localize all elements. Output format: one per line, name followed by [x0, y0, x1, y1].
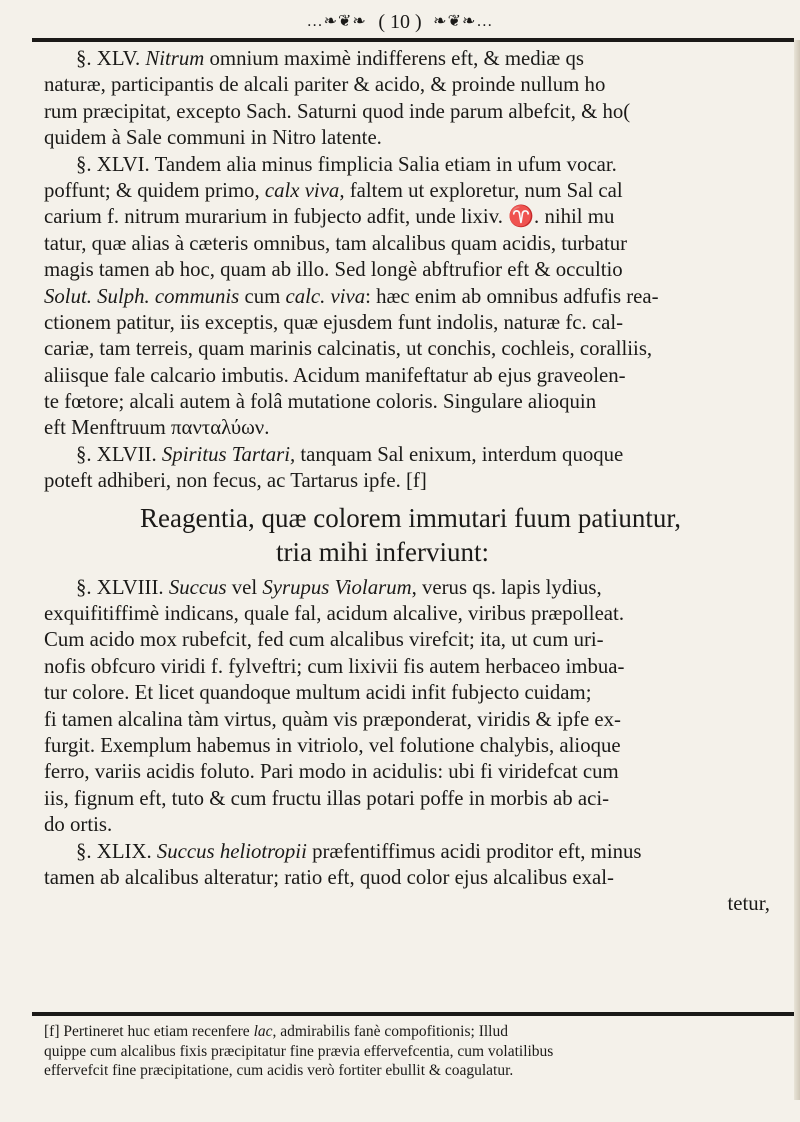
footnote-line — [44, 1042, 794, 1062]
text-run: aliisque fale calcario imbutis. Acidum manifeftatur ab ejus graveolen- — [44, 363, 626, 387]
italic-text: calc. viva — [285, 284, 366, 308]
text-run: carium f. nitrum murarium in fubjecto adfit, unde lixiv. ♈. nihil mu — [44, 205, 615, 229]
text-line — [44, 759, 794, 785]
text-line — [44, 257, 794, 283]
text-line — [44, 415, 794, 441]
text-run: rum præcipitat, excepto Sach. Saturni quod inde parum albefcit, & ho( — [44, 99, 631, 123]
text-line — [44, 627, 794, 653]
text-run: tatur, quæ alias à cæteris omnibus, tam alcalibus quam acidis, turbatur — [44, 231, 628, 255]
text-line — [44, 733, 794, 759]
italic-text: Spiritus Tartari, — [161, 442, 296, 466]
text-run: , verus qs. lapis lydius, — [411, 575, 602, 599]
footnote-run: [f] Pertineret huc etiam recenfere — [44, 1023, 254, 1040]
text-line — [44, 46, 794, 72]
text-line — [44, 72, 794, 98]
section-heading-line-2: tria mihi inferviunt: — [276, 536, 489, 567]
text-run: §. XLVII. — [76, 442, 162, 466]
ornament-right: ❧❦❧… — [433, 12, 494, 30]
footnote-line — [44, 1061, 794, 1081]
paragraphs-block-2 — [44, 575, 794, 892]
text-run: ferro, variis acidis foluto. Pari modo in acidulis: ubi fi viridefcat cum — [44, 760, 619, 784]
text-run: tamen ab alcalibus alteratur; ratio eft, quod color ejus alcalibus exal- — [44, 865, 614, 889]
text-run: poteft adhiberi, non fecus, ac Tartarus ipfe. [f] — [44, 469, 427, 493]
text-line — [44, 786, 794, 812]
text-line — [44, 99, 794, 125]
main-text — [44, 46, 794, 918]
text-run: ctionem patitur, iis exceptis, quæ ejusdem funt indolis, naturæ fc. cal- — [44, 310, 624, 334]
ornament-left: …❧❦❧ — [306, 12, 367, 30]
footnote-run: effervefcit fine præcipitatione, cum acidis verò fortiter ebullit & coagulatur. — [44, 1062, 514, 1079]
text-run: tur colore. Et licet quandoque multum acidi infit fubjecto cuidam; — [44, 681, 592, 705]
footnote — [44, 1022, 794, 1081]
page-number: ( 10 ) — [378, 10, 422, 33]
text-line — [44, 231, 794, 257]
text-run: §. XLVI. Tandem alia minus fimplicia Salia etiam in ufum vocar. — [76, 152, 617, 176]
footnote-run: , admirabilis fanè compofitionis; Illud — [272, 1023, 508, 1040]
text-line — [44, 152, 794, 178]
text-line — [44, 812, 794, 838]
text-run: eft Menftruum πανταλύων. — [44, 416, 270, 440]
text-line — [44, 865, 794, 891]
footnote-run: lac — [253, 1023, 273, 1040]
page-edge-shadow — [794, 40, 800, 1100]
text-run: poffunt; & quidem primo, — [44, 178, 265, 202]
text-run: magis tamen ab hoc, quam ab illo. Sed longè abftrufior eft & occultio — [44, 258, 623, 282]
text-run: præfentiffimus acidi proditor eft, minus — [306, 839, 642, 863]
text-run: nofis obfcuro viridi f. fylveftri; cum lixivii fis autem herbaceo imbua- — [44, 654, 625, 678]
text-run: cariæ, tam terreis, quam marinis calcinatis, ut conchis, cochleis, coralliis, — [44, 337, 653, 361]
text-line — [44, 601, 794, 627]
text-run: furgit. Exemplum habemus in vitriolo, vel folutione chalybis, alioque — [44, 733, 621, 757]
text-line — [44, 310, 794, 336]
italic-text: Syrupus Violarum — [262, 575, 412, 599]
text-line — [44, 125, 794, 151]
text-line — [44, 389, 794, 415]
text-line — [44, 707, 794, 733]
text-run: Cum acido mox rubefcit, fed cum alcalibus virefcit; ita, ut cum uri- — [44, 628, 604, 652]
catchword: tetur, — [727, 892, 770, 916]
text-run: te fœtore; alcali autem à folâ mutatione coloris. Singulare alioquin — [44, 390, 597, 414]
text-run: : hæc enim ab omnibus adfufis rea- — [365, 284, 659, 308]
text-run: fi tamen alcalina tàm virtus, quàm vis præponderat, viridis & ipfe ex- — [44, 707, 621, 731]
text-line — [44, 442, 794, 468]
text-run: §. XLIX. — [76, 839, 157, 863]
text-run: omnium maximè indifferens eft, & mediæ qs — [204, 47, 584, 70]
text-run: vel — [226, 575, 263, 599]
italic-text: Nitrum — [145, 47, 205, 70]
text-line — [44, 363, 794, 389]
text-line — [44, 178, 794, 204]
header-rule — [32, 38, 794, 42]
footnote-run: quippe cum alcalibus fixis præcipitatur fine prævia effervefcentia, cum volatilibus — [44, 1042, 554, 1060]
text-line — [44, 654, 794, 680]
section-heading-line-1: Reagentia, quæ colorem immutari fuum patiuntur, — [140, 502, 682, 533]
footnote-rule — [32, 1012, 794, 1016]
text-line — [44, 336, 794, 362]
text-line — [44, 204, 794, 230]
text-run: quidem à Sale communi in Nitro latente. — [44, 126, 382, 150]
text-run: exquifitiffimè indicans, quale fal, acidum alcalive, viribus præpolleat. — [44, 602, 625, 626]
text-run: tanquam Sal enixum, interdum quoque — [295, 442, 624, 466]
text-run: §. XLVIII. — [76, 575, 169, 599]
text-run: §. XLV. — [76, 47, 146, 70]
paragraphs-block-1 — [44, 46, 794, 495]
page-header — [0, 8, 800, 32]
text-run: do ortis. — [44, 813, 113, 837]
text-run: iis, fignum eft, tuto & cum fructu illas potari poffe in morbis ab aci- — [44, 786, 610, 810]
text-line — [44, 680, 794, 706]
text-line — [44, 468, 794, 494]
text-run: faltem ut exploretur, num Sal cal — [344, 178, 623, 202]
text-line — [44, 284, 794, 310]
italic-text: Succus heliotropii — [156, 839, 307, 863]
text-line — [44, 839, 794, 865]
footnote-line — [44, 1022, 794, 1042]
text-run: cum — [239, 284, 286, 308]
italic-text: calx viva, — [264, 178, 345, 202]
italic-text: Succus — [168, 575, 227, 599]
text-run: naturæ, participantis de alcali pariter & acido, & proinde nullum ho — [44, 73, 606, 97]
text-line — [44, 575, 794, 601]
italic-text: Solut. Sulph. communis — [44, 284, 240, 308]
